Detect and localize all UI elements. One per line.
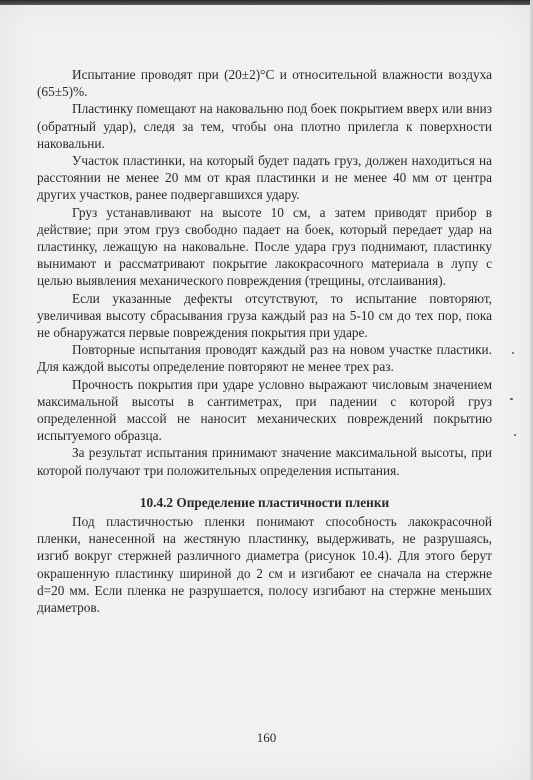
paragraph-impact-area: Участок пластинки, на который будет падать груз, должен находиться на расстоянии не менее 20 мм от края пластинки и не менее 40 мм от центра других участков, ранее подвергавшихся удару. <box>37 153 492 203</box>
paragraph-conditions: Испытание проводят при (20±2)°С и относительной влажности воздуха (65±5)%. <box>37 67 492 100</box>
paragraph-plasticity: Под пластичностью пленки понимают способность лакокрасочной пленки, нанесенной на жестяную пластинку, выдерживать, не разрушаясь, изгиб вокруг стержней различного диаметра (рисунок 10.4). Для этого берут окрашенную пластинку шириной до 2 см и изгибают ее сначала на стержне d=20 мм. Если пленка не разрушается, полосу изгибают на стержне меньших диаметров. <box>37 514 492 616</box>
paragraph-placement: Пластинку помещают на наковальню под боек покрытием вверх или вниз (обратный удар), следя за тем, чтобы она плотно прилегла к поверхности наковальни. <box>37 101 492 151</box>
body-text <box>37 66 492 616</box>
scan-speck <box>514 434 516 436</box>
paragraph-result: За результат испытания принимают значение максимальной высоты, при которой получают три положительных определения испытания. <box>37 445 492 478</box>
scan-speck <box>510 398 513 400</box>
paragraph-procedure: Груз устанавливают на высоте 10 см, а затем приводят прибор в действие; при этом груз свободно падает на боек, который передает удар на пластинку, лежащую на наковальне. После удара груз поднимают, пластинку вынимают и рассматривают покрытие лакокрасочного материала в лупу с целью выявления механического повреждения (трещины, отслаивания). <box>37 204 492 289</box>
page-top-edge <box>0 0 533 5</box>
section-heading: 10.4.2 Определение пластичности пленки <box>139 494 390 510</box>
paragraph-strength: Прочность покрытия при ударе условно выражают числовым значением максимальной высоты в сантиметрах, при падении с которой груз определенной массой не наносит механических повреждений покрытию испытуемого образца. <box>37 376 492 444</box>
paragraph-repeat: Если указанные дефекты отсутствуют, то испытание повторяют, увеличивая высоту сбрасывания груза каждый раз на 5-10 см до тех пор, пока не обнаружатся первые повреждения покрытия при ударе. <box>37 290 492 341</box>
page-number: 160 <box>256 730 277 745</box>
scan-speck <box>512 352 514 354</box>
paragraph-new-area: Повторные испытания проводят каждый раз на новом участке пластики. Для каждой высоты определение повторяют не менее трех раз. <box>37 342 492 375</box>
